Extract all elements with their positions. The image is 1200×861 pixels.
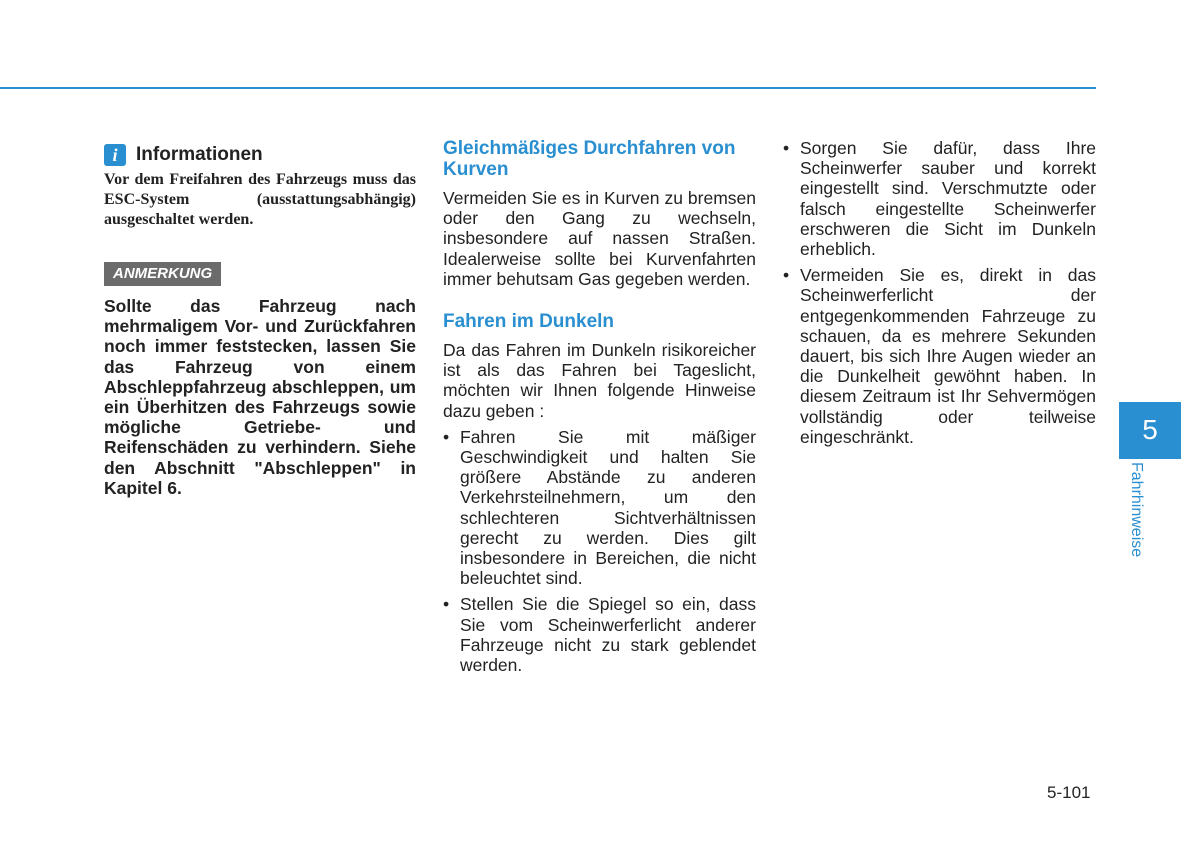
bullet-icon: • xyxy=(443,594,450,615)
info-text: Vor dem Freifahren des Fahrzeugs muss das ESC-System (ausstattungsabhängig) ausgeschaltet werden. xyxy=(104,171,416,228)
list-item-text: Vermeiden Sie es, direkt in das Scheinwerferlicht der entgegenkommenden Fahrzeuge zu schauen, da es mehrere Sekunden dauert, bis sich Ihre Augen wieder an die Dunkelheit gewöhnt haben. In diesem Zeitraum ist Ihr Sehvermögen vollständig oder teilweise eingeschränkt. xyxy=(800,265,1096,447)
chapter-label: Fahrhinweise xyxy=(1128,462,1145,558)
header-rule xyxy=(0,87,1096,89)
dark-bullet-list xyxy=(443,427,756,675)
list-item xyxy=(443,427,756,589)
column-right xyxy=(783,138,1096,453)
dark-text: Da das Fahren im Dunkeln risikoreicher ist als das Fahren bei Tageslicht, möchten wir Ihnen folgende Hinweise dazu geben : xyxy=(443,340,756,421)
page-number: 5-101 xyxy=(1047,783,1091,802)
bullet-icon: • xyxy=(443,426,450,447)
chapter-tab: 5 xyxy=(1119,402,1181,458)
bullet-icon: • xyxy=(783,138,790,158)
note-text: Sollte das Fahrzeug nach mehrmaligem Vor- und Zurückfahren noch immer feststecken, lassen Sie das Fahrzeug von einem Abschleppfahrzeug abschleppen, um ein Überhitzen des Fahrzeugs sowie mögliche Getriebe- und Reifenschäden zu verhindern. Siehe den Abschnitt "Abschleppen" in Kapitel 6. xyxy=(104,296,416,498)
list-item-text: Stellen Sie die Spiegel so ein, dass Sie vom Scheinwerferlicht anderer Fahrzeuge nicht zu stark geblendet werden. xyxy=(460,594,756,676)
list-item-text: Fahren Sie mit mäßiger Geschwindigkeit und halten Sie größere Abstände zu anderen Verkehrsteilnehmern, um den schlechteren Sichtverhältnissen gerecht zu werden. Dies gilt insbesondere in Bereichen, die nicht beleuchtet sind. xyxy=(460,426,756,589)
list-item xyxy=(783,265,1096,447)
note-badge: ANMERKUNG xyxy=(104,262,221,286)
right-bullet-list xyxy=(783,138,1096,447)
curves-text: Vermeiden Sie es in Kurven zu bremsen oder den Gang zu wechseln, insbesondere auf nassen Straßen. Idealerweise sollte bei Kurvenfahrten immer behutsam Gas gegeben werden. xyxy=(443,188,756,289)
bullet-icon: • xyxy=(783,265,790,286)
info-title: Informationen xyxy=(136,144,263,165)
chapter-tab-divider xyxy=(1119,458,1181,459)
list-item xyxy=(783,138,1096,259)
column-left xyxy=(104,138,416,498)
column-middle xyxy=(443,138,756,681)
info-header xyxy=(104,144,416,166)
list-item xyxy=(443,594,756,675)
info-icon: i xyxy=(104,144,126,166)
curves-heading: Gleichmäßiges Durchfahren von Kurven xyxy=(443,138,736,180)
list-item-text: Sorgen Sie dafür, dass Ihre Scheinwerfer sauber und korrekt eingestellt sind. Verschmutzte oder falsch eingestellte Scheinwerfer erschweren die Sicht im Dunkeln erheblich. xyxy=(800,138,1096,260)
dark-heading: Fahren im Dunkeln xyxy=(443,311,615,333)
